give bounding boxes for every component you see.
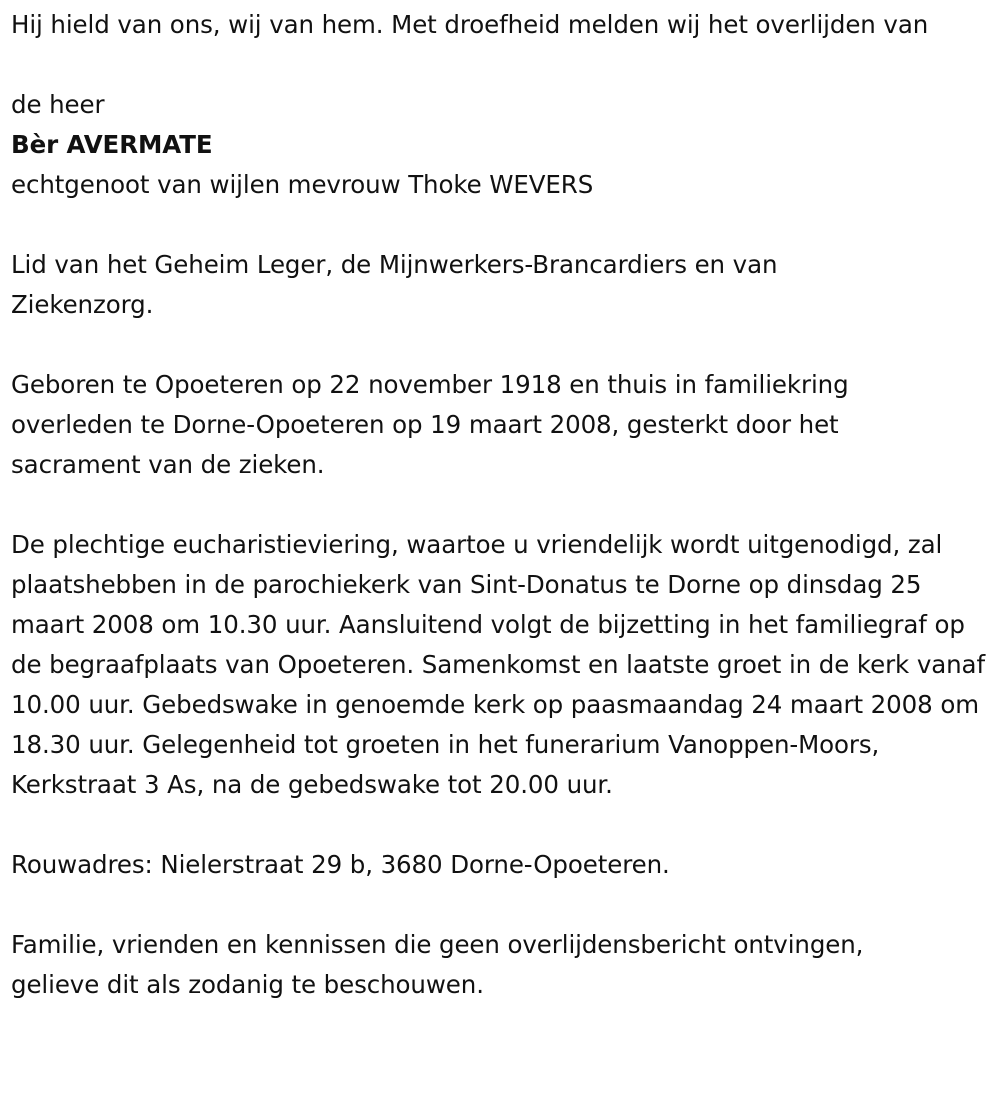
spacer — [11, 805, 991, 845]
ceremony-text: De plechtige eucharistieviering, waartoe u vriendelijk wordt uitgenodigd, zal plaatshebben in de parochiekerk van Sint-Donatus te Dorne op dinsdag 25 maart 2008 om 10.30 uur. Aansluitend volgt de bijzetting in het familiegraf op de begraafplaats van Opoeteren. Samenkomst en laatste groet in de kerk vanaf 10.00 uur. Gebedswake in genoemde kerk op paasmaandag 24 maart 2008 om 18.30 uur. Gelegenheid tot groeten in het funerarium Vanoppen-Moors, Kerkstraat 3 As, na de gebedswake tot 20.00 uur. — [11, 530, 985, 799]
spacer — [11, 885, 991, 925]
membership-text: Lid van het Geheim Leger, de Mijnwerkers-Brancardiers en van Ziekenzorg. — [11, 250, 778, 319]
closing-text: Familie, vrienden en kennissen die geen overlijdensbericht ontvingen, gelieve dit als zodanig te beschouwen. — [11, 930, 864, 999]
spouse-text: echtgenoot van wijlen mevrouw Thoke WEVERS — [11, 170, 594, 199]
spacer — [11, 205, 991, 245]
spacer — [11, 485, 991, 525]
spacer — [11, 45, 991, 85]
spacer — [11, 325, 991, 365]
intro-text: Hij hield van ons, wij van hem. Met droefheid melden wij het overlijden van — [11, 10, 929, 39]
obituary-notice — [11, 5, 991, 1005]
deceased-name: Bèr AVERMATE — [11, 130, 213, 159]
honorific-text: de heer — [11, 90, 105, 119]
birth-death-text: Geboren te Opoeteren op 22 november 1918 en thuis in familiekring overleden te Dorne-Opoeteren op 19 maart 2008, gesterkt door het sacrament van de zieken. — [11, 370, 849, 479]
address-text: Rouwadres: Nielerstraat 29 b, 3680 Dorne-Opoeteren. — [11, 850, 670, 879]
